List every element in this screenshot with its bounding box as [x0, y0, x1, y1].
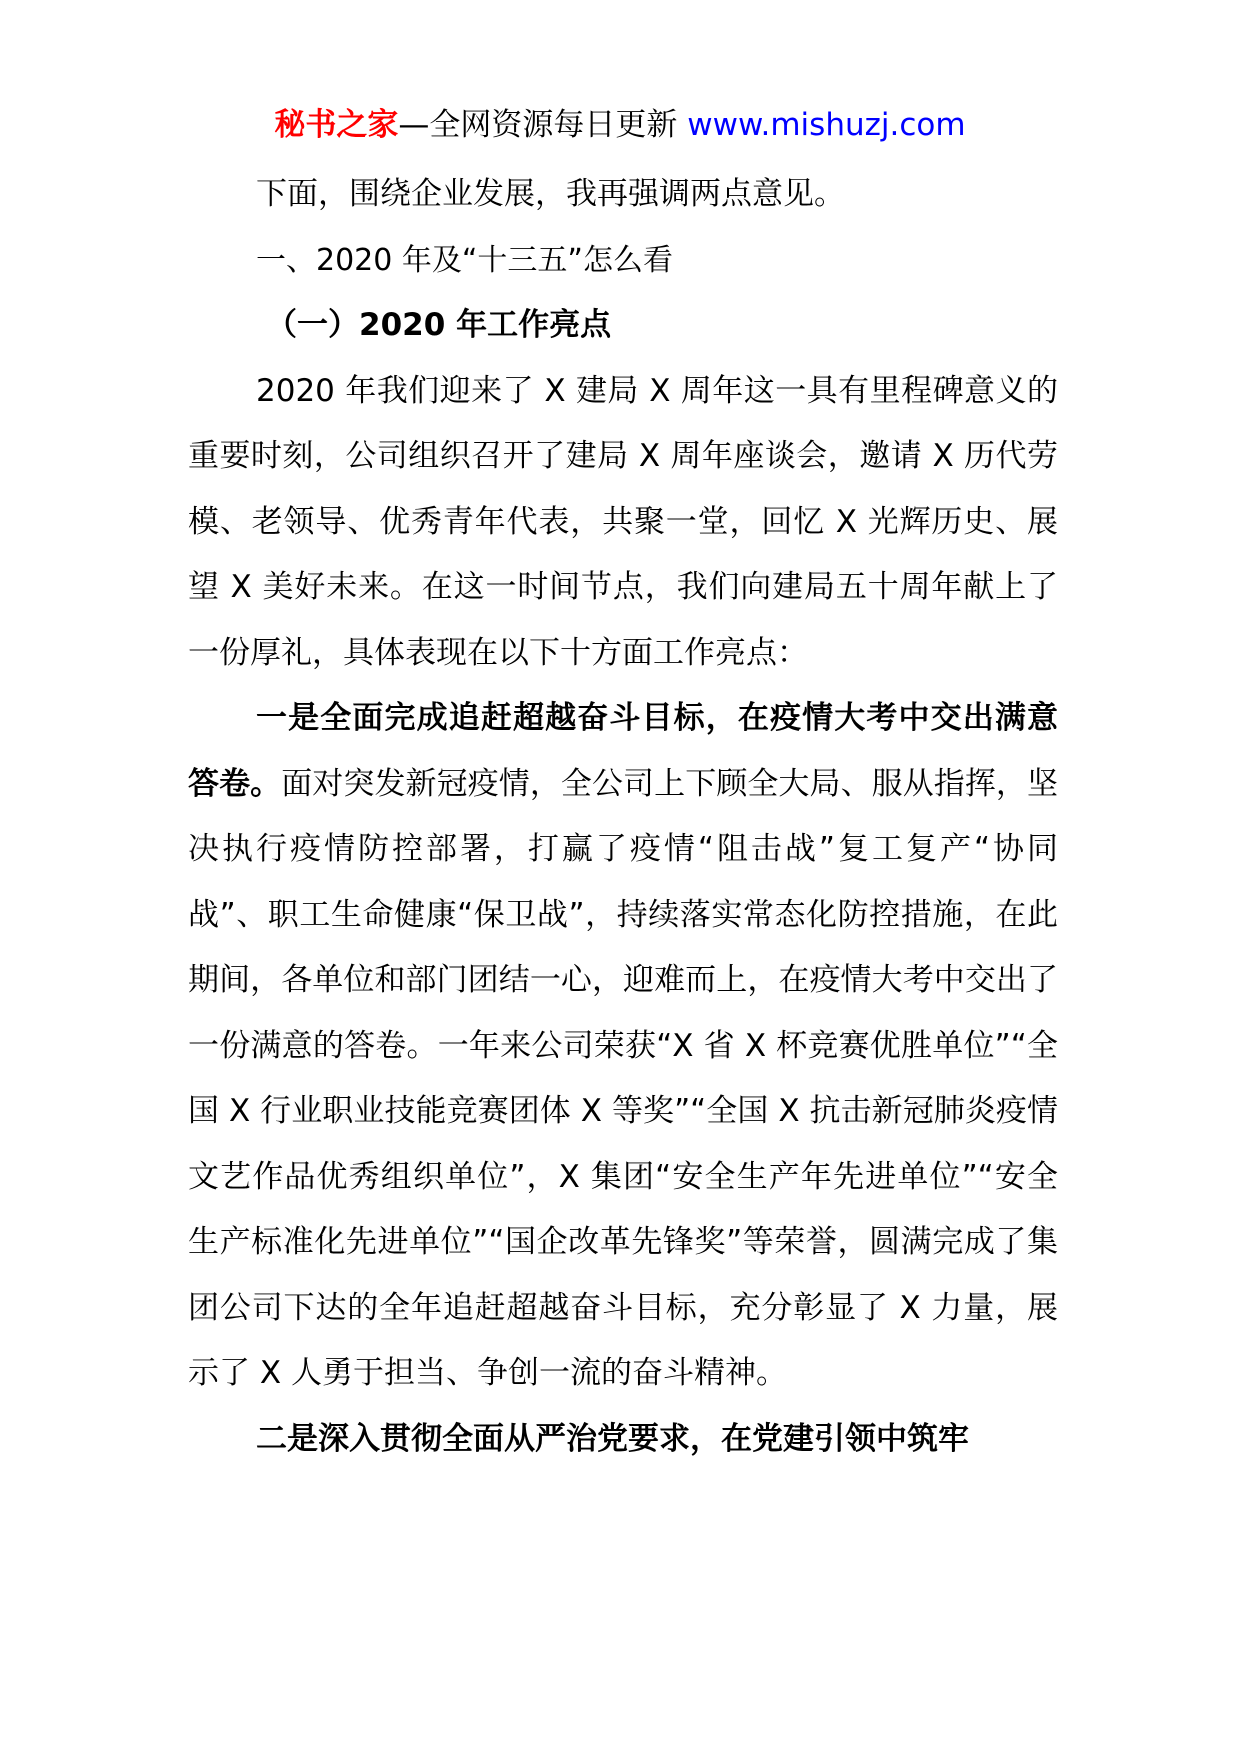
paragraph-point-1: [188, 686, 1058, 1407]
point-2-title: 二是深入贯彻全面从严治党要求，在党建引领中筑牢: [256, 1420, 969, 1457]
document-body: [188, 162, 1058, 1472]
paragraph-1: 2020 年我们迎来了 X 建局 X 周年这一具有里程碑意义的重要时刻，公司组织召开了建局 X 周年座谈会，邀请 X 历代劳模、老领导、优秀青年代表，共聚一堂，回忆 X 光辉历史、展望 X 美好未来。在这一时间节点，我们向建局五十周年献上了一份厚礼，具体表现在以下十方面工作亮点：: [188, 372, 1058, 671]
header-url[interactable]: www.mishuzj.com: [687, 107, 966, 143]
intro-paragraph: 下面，围绕企业发展，我再强调两点意见。: [256, 176, 845, 212]
point-1-body: 面对突发新冠疫情，全公司上下顾全大局、服从指挥，坚决执行疫情防控部署，打赢了疫情“阻击战”复工复产“协同战”、职工生命健康“保卫战”，持续落实常态化防控措施，在此期间，各单位和部门团结一心，迎难而上，在疫情大考中交出了一份满意的答卷。一年来公司荣获“X 省 X 杯竞赛优胜单位”“全国 X 行业职业技能竞赛团体 X 等奖”“全国 X 抗击新冠肺炎疫情文艺作品优秀组织单位”，X 集团“安全生产年先进单位”“安全生产标准化先进单位”“国企改革先锋奖”等荣誉，圆满完成了集团公司下达的全年追赶超越奋斗目标，充分彰显了 X 力量，展示了 X 人勇于担当、争创一流的奋斗精神。: [188, 765, 1059, 1391]
header-brand: 秘书之家: [274, 107, 399, 143]
section-heading: 一、2020 年及“十三五”怎么看: [256, 242, 673, 278]
point-1-title: 一是全面完成追赶超越奋斗目标，在疫情大考中交出满意答卷。: [188, 700, 1058, 802]
header-slogan: —全网资源每日更新: [398, 107, 688, 143]
page-header: [0, 100, 1240, 150]
subsection-heading: （一）2020 年工作亮点: [266, 307, 612, 343]
paragraph-point-2: [188, 1407, 1058, 1473]
